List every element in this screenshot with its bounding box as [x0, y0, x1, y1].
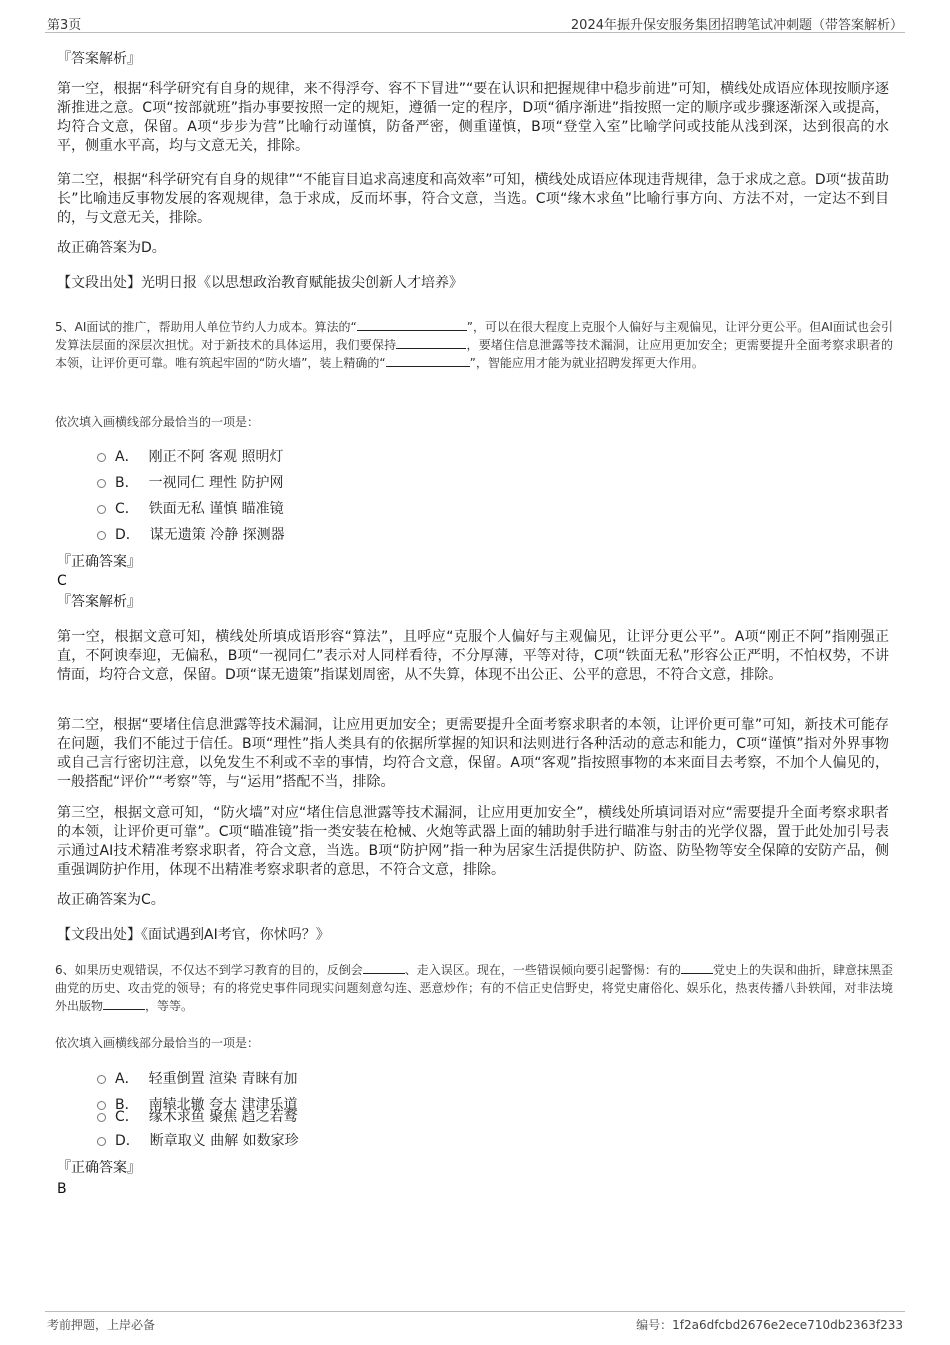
- analysis-paragraph: 第二空，根据“科学研究有自身的规律”“不能盲目追求高速度和高效率”可知，横线处成语应体现违背规律，急于求成之意。D项“拔苗助长”比喻违反事物发展的客观规律，急于求成，反而坏事，符合文意，当选。C项“缘木求鱼”比喻行事方向、方法不对，一定达不到目的，与文意无关，排除。: [57, 172, 889, 226]
- option-d[interactable]: D． 断章取义 曲解 如数家珍: [97, 1132, 299, 1150]
- analysis-paragraph: 第三空，根据文意可知，“防火墙”对应“堵住信息泄露等技术漏洞，让应用更加安全”，横线处所填词语对应“需要提升全面考察求职者的本领，让评价更可靠”。C项“瞄准镜”指一类安装在枪械、火炮等武器上面的辅助射手进行瞄准与射击的光学仪器，置于此处加引号表示通过AI技术精准考察求职者，符合文意，当选。B项“防护网”指一种为居家生活提供防护、防盗、防坠物等安全保障的安防产品，侧重强调防护作用，体现不出精准考察求职者的意思，不符合文意，排除。: [57, 805, 889, 878]
- analysis-paragraph: 第二空，根据“要堵住信息泄露等技术漏洞，让应用更加安全；更需要提升全面考察求职者的本领，让评价更可靠”可知，新技术可能存在问题，我们不能过于信任。B项“理性”指人类具有的依据所掌握的知识和法则进行各种活动的意志和能力，C项“谨慎”指对外界事物或自己言行密切注意，以免发生不利或不幸的事情，均符合文意，保留。A项“客观”指按照事物的本来面目去考察，不加个人偏见的，一般搭配“评价”“考察”等，与“运用”搭配不当，排除。: [57, 717, 889, 790]
- radio-icon[interactable]: [97, 1113, 106, 1122]
- radio-icon[interactable]: [97, 453, 106, 462]
- option-c[interactable]: C． 缘木求鱼 聚焦 趋之若鹜: [97, 1108, 298, 1126]
- question-prompt: 依次填入画横线部分最恰当的一项是：: [55, 1036, 260, 1050]
- analysis-label: 『答案解析』: [57, 594, 141, 610]
- correct-answer-label: 『正确答案』: [57, 554, 141, 570]
- footer-divider: [45, 1311, 905, 1312]
- document-id: 编号：1f2a6dfcbd2676e2ece710db2363f233: [636, 1318, 903, 1332]
- page-number: 第3页: [47, 18, 82, 33]
- option-b[interactable]: B． 一视同仁 理性 防护网: [97, 474, 284, 492]
- question-stem: 5、AI面试的推广，帮助用人单位节约人力成本。算法的“ ”，可以在很大程度上克服个人偏好与主观偏见，让评分更公平。但AI面试也会引发算法层面的深层次担忧。对于新技术的具体运用，我们要保持 ，要堵住信息泄露等技术漏洞，让应用更加安全；更需要提升全面考察求职者的本领，让评价更可靠。唯有筑起牢固的“防火墙”，装上精确的“ ”，智能应用才能为就业招聘发挥更大作用。: [55, 320, 893, 370]
- correct-answer-label: 『正确答案』: [57, 1160, 141, 1176]
- analysis-label: 『答案解析』: [57, 51, 141, 67]
- correct-answer: B: [57, 1181, 67, 1197]
- option-a[interactable]: A． 刚正不阿 客观 照明灯: [97, 448, 283, 466]
- radio-icon[interactable]: [97, 1075, 106, 1084]
- option-a[interactable]: A． 轻重倒置 渲染 青睐有加: [97, 1070, 297, 1088]
- question-prompt: 依次填入画横线部分最恰当的一项是：: [55, 415, 260, 429]
- header-divider: [45, 32, 905, 33]
- analysis-paragraph: 第一空，根据文意可知，横线处所填成语形容“算法”，且呼应“克服个人偏好与主观偏见，让评分更公平”。A项“刚正不阿”指刚强正直，不阿谀奉迎，无偏私，B项“一视同仁”表示对人同样看待，不分厚薄，平等对待，C项“铁面无私”形容公正严明，不怕权势，不讲情面，均符合文意，保留。D项“谋无遗策”指谋划周密，从不失算，体现不出公正、公平的意思，不符合文意，排除。: [57, 629, 889, 683]
- footer-slogan: 考前押题，上岸必备: [47, 1318, 156, 1332]
- source-citation: 【文段出处】光明日报《以思想政治教育赋能拔尖创新人才培养》: [57, 275, 463, 291]
- radio-icon[interactable]: [97, 1137, 106, 1146]
- radio-icon[interactable]: [97, 531, 106, 540]
- correct-answer: C: [57, 573, 67, 589]
- option-b[interactable]: B． 南辕北辙 夸大 津津乐道: [97, 1096, 298, 1114]
- question-stem: 6、如果历史观错误，不仅达不到学习教育的目的，反倒会 、走入误区。现在，一些错误倾向要引起警惕：有的 党史上的失误和曲折，肆意抹黑歪曲党的历史、攻击党的领导；有的将党史事件同现实问题刻意勾连、恶意炒作；有的不信正史信野史，将党史庸俗化、娱乐化，热衷传播八卦轶闻，对非法境外出版物 ，等等。: [55, 963, 893, 1013]
- source-citation: 【文段出处】《面试遇到AI考官，你怵吗？》: [57, 927, 330, 943]
- radio-icon[interactable]: [97, 505, 106, 514]
- analysis-paragraph: 第一空，根据“科学研究有自身的规律，来不得浮夸、容不下冒进”“要在认识和把握规律中稳步前进”可知，横线处成语应体现按顺序逐渐推进之意。C项“按部就班”指办事要按照一定的规矩，遵循一定的程序，D项“循序渐进”指按照一定的顺序或步骤逐渐深入或提高，均符合文意，保留。A项“步步为营”比喻行动谨慎，防备严密，侧重谨慎，B项“登堂入室”比喻学问或技能从浅到深，达到很高的水平，侧重水平高，均与文意无关，排除。: [57, 81, 889, 154]
- conclusion: 故正确答案为C。: [57, 892, 165, 908]
- document-title: 2024年振升保安服务集团招聘笔试冲刺题（带答案解析）: [570, 18, 903, 33]
- option-c[interactable]: C． 铁面无私 谨慎 瞄准镜: [97, 500, 284, 518]
- conclusion: 故正确答案为D。: [57, 240, 166, 256]
- option-d[interactable]: D． 谋无遗策 冷静 探测器: [97, 526, 285, 544]
- radio-icon[interactable]: [97, 479, 106, 488]
